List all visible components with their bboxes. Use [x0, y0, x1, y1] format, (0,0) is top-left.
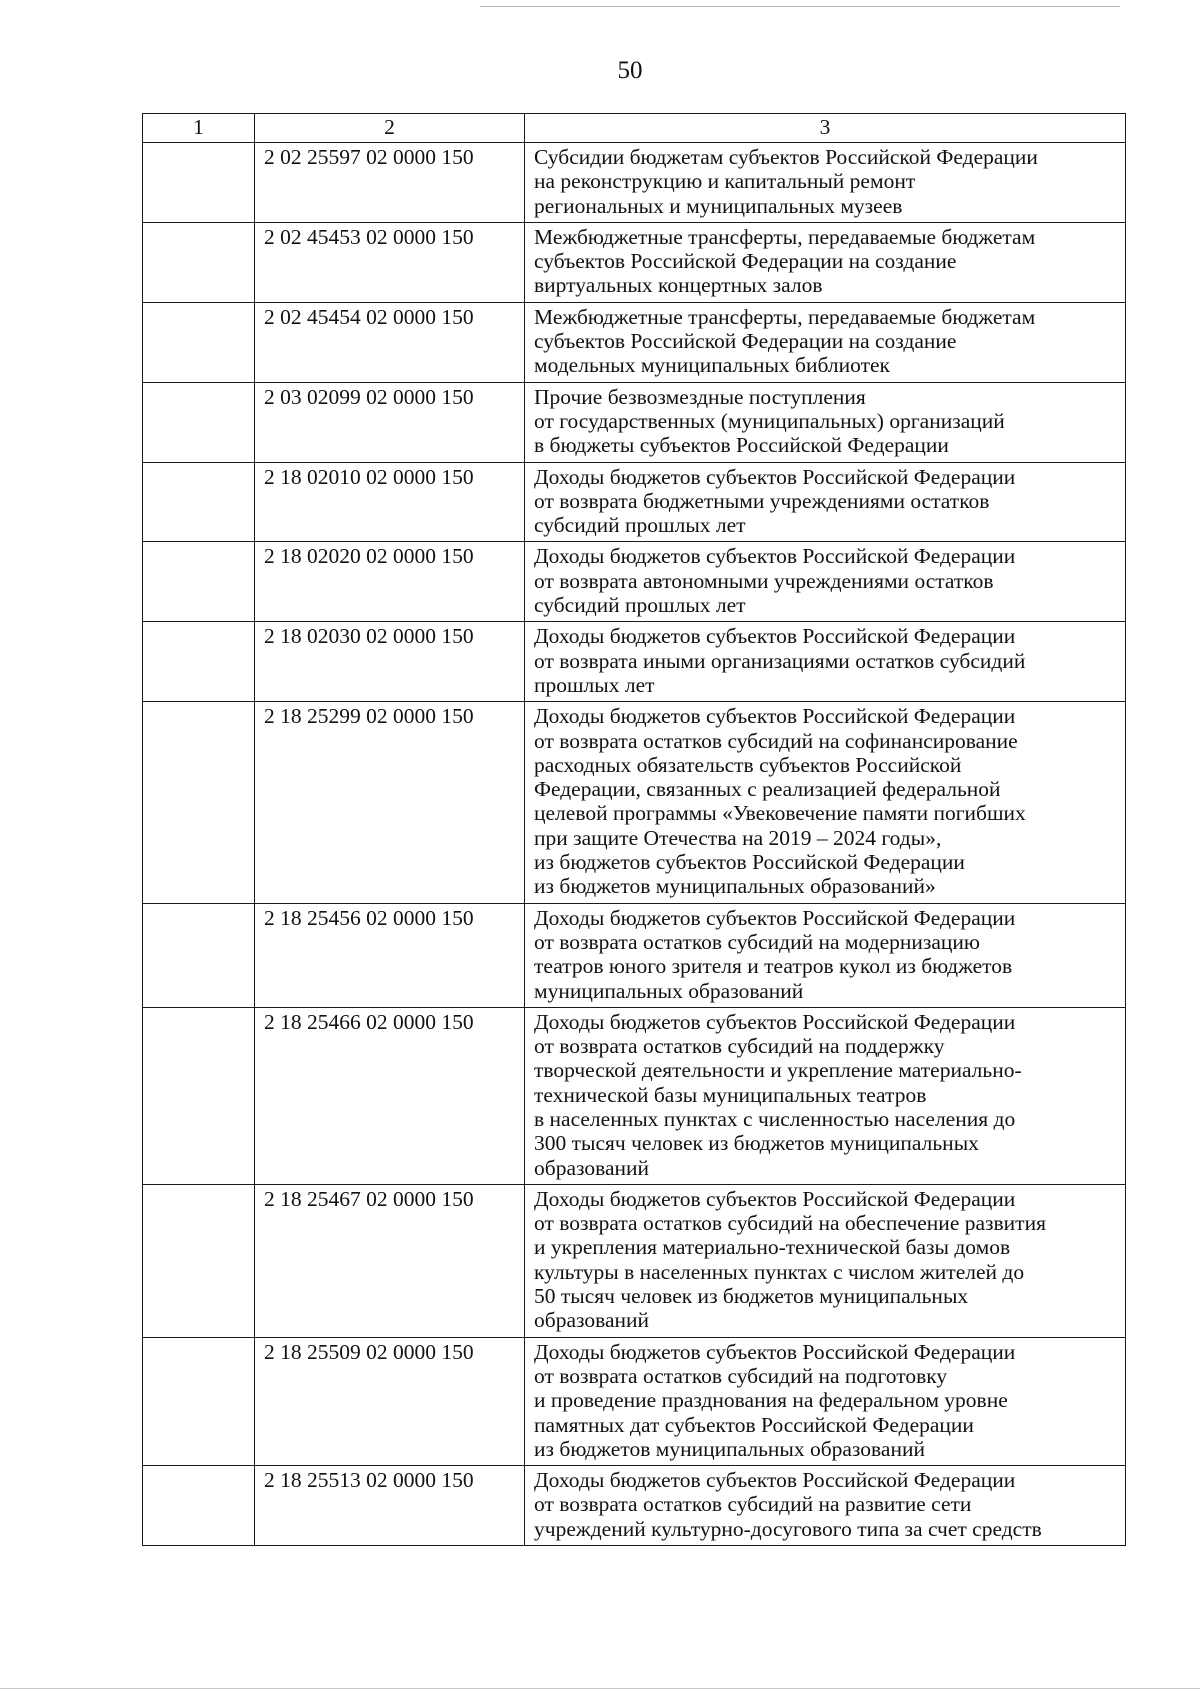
description-line: модельных муниципальных библиотек [534, 353, 890, 378]
table-row [143, 1466, 1126, 1546]
row-col1-cell [143, 622, 255, 702]
row-col1-cell [143, 1466, 255, 1546]
description-line: расходных обязательств субъектов Российской [534, 752, 962, 777]
income-description-cell [525, 903, 1126, 1007]
description-line: Доходы бюджетов субъектов Российской Федерации [534, 1186, 1016, 1211]
income-code-cell: 2 18 25466 02 0000 150 [255, 1007, 525, 1184]
description-line: Доходы бюджетов субъектов Российской Федерации [534, 544, 1016, 569]
description-line: региональных и муниципальных музеев [534, 193, 903, 218]
description-line: от возврата остатков субсидий на развитие сети [534, 1492, 972, 1517]
description-line: Межбюджетные трансферты, передаваемые бюджетам [534, 224, 1036, 249]
table-row [143, 542, 1126, 622]
description-line: Межбюджетные трансферты, передаваемые бюджетам [534, 304, 1036, 329]
description-line: в бюджеты субъектов Российской Федерации [534, 433, 949, 458]
row-col1-cell [143, 143, 255, 223]
table-row [143, 1007, 1126, 1184]
description-line: субъектов Российской Федерации на создание [534, 249, 957, 274]
income-description-cell [525, 302, 1126, 382]
row-col1-cell [143, 542, 255, 622]
description-line: муниципальных образований [534, 978, 804, 1003]
page-number: 50 [617, 57, 643, 84]
row-col1-cell [143, 382, 255, 462]
income-code-cell: 2 18 02020 02 0000 150 [255, 542, 525, 622]
row-col1-cell [143, 702, 255, 903]
table-row [143, 382, 1126, 462]
description-line: Доходы бюджетов субъектов Российской Федерации [534, 704, 1016, 729]
description-line: образований [534, 1155, 650, 1180]
description-line: из бюджетов муниципальных образований» [534, 874, 936, 899]
description-line: Прочие безвозмездные поступления [534, 384, 866, 409]
income-code-cell: 2 03 02099 02 0000 150 [255, 382, 525, 462]
income-code-cell: 2 18 25513 02 0000 150 [255, 1466, 525, 1546]
income-description-cell [525, 462, 1126, 542]
description-line: образований [534, 1308, 650, 1333]
description-line: субсидий прошлых лет [534, 513, 746, 538]
description-line: из бюджетов муниципальных образований [534, 1436, 925, 1461]
description-line: памятных дат субъектов Российской Федерации [534, 1412, 974, 1437]
row-col1-cell [143, 903, 255, 1007]
description-line: и проведение празднования на федеральном уровне [534, 1388, 1008, 1413]
description-line: от возврата остатков субсидий на подготовку [534, 1363, 948, 1388]
row-col1-cell [143, 302, 255, 382]
description-line: 300 тысяч человек из бюджетов муниципальных [534, 1131, 979, 1156]
income-description-cell [525, 542, 1126, 622]
column-header-1: 1 [143, 114, 255, 143]
description-line: театров юного зрителя и театров кукол из бюджетов [534, 954, 1013, 979]
table-row [143, 222, 1126, 302]
description-line: Доходы бюджетов субъектов Российской Федерации [534, 1009, 1016, 1034]
income-code-cell: 2 18 25456 02 0000 150 [255, 903, 525, 1007]
description-line: от государственных (муниципальных) организаций [534, 408, 1005, 433]
table-row [143, 622, 1126, 702]
description-line: при защите Отечества на 2019 – 2024 годы», [534, 825, 942, 850]
description-line: от возврата остатков субсидий на софинансирование [534, 728, 1018, 753]
description-line: творческой деятельности и укрепление материально- [534, 1058, 1022, 1083]
income-code-cell: 2 18 02030 02 0000 150 [255, 622, 525, 702]
description-line: от возврата автономными учреждениями остатков [534, 568, 994, 593]
description-line: от возврата остатков субсидий на модернизацию [534, 929, 980, 954]
column-header-3: 3 [525, 114, 1126, 143]
row-col1-cell [143, 1184, 255, 1337]
income-code-cell: 2 18 25467 02 0000 150 [255, 1184, 525, 1337]
income-code-cell: 2 02 25597 02 0000 150 [255, 143, 525, 223]
table-row [143, 143, 1126, 223]
income-description-cell [525, 222, 1126, 302]
description-line: от возврата остатков субсидий на обеспечение развития [534, 1211, 1046, 1236]
table-row [143, 702, 1126, 903]
table-body [143, 143, 1126, 1546]
description-line: субъектов Российской Федерации на создание [534, 329, 957, 354]
income-code-cell: 2 18 25299 02 0000 150 [255, 702, 525, 903]
table-row [143, 302, 1126, 382]
row-col1-cell [143, 1007, 255, 1184]
description-line: и укрепления материально-технической базы домов [534, 1235, 1011, 1260]
description-line: технической базы муниципальных театров [534, 1082, 927, 1107]
income-code-cell: 2 18 25509 02 0000 150 [255, 1337, 525, 1465]
table-row [143, 903, 1126, 1007]
income-description-cell [525, 1007, 1126, 1184]
description-line: Доходы бюджетов субъектов Российской Федерации [534, 1339, 1016, 1364]
income-description-cell [525, 702, 1126, 903]
description-line: 50 тысяч человек из бюджетов муниципальных [534, 1284, 969, 1309]
description-line: Доходы бюджетов субъектов Российской Федерации [534, 1468, 1016, 1493]
row-col1-cell [143, 462, 255, 542]
description-line: Доходы бюджетов субъектов Российской Федерации [534, 464, 1016, 489]
table-header-row [143, 114, 1126, 143]
table-row [143, 462, 1126, 542]
income-description-cell [525, 1184, 1126, 1337]
description-line: культуры в населенных пунктах с числом жителей до [534, 1259, 1025, 1284]
description-line: целевой программы «Увековечение памяти погибших [534, 801, 1026, 826]
table-row [143, 1184, 1126, 1337]
scan-edge-top [480, 6, 1120, 7]
description-line: Доходы бюджетов субъектов Российской Федерации [534, 624, 1016, 649]
income-description-cell [525, 622, 1126, 702]
description-line: от возврата остатков субсидий на поддержку [534, 1034, 945, 1059]
row-col1-cell [143, 222, 255, 302]
income-code-cell: 2 02 45454 02 0000 150 [255, 302, 525, 382]
description-line: от возврата бюджетными учреждениями остатков [534, 488, 990, 513]
description-line: виртуальных концертных залов [534, 273, 823, 298]
income-description-cell [525, 1466, 1126, 1546]
description-line: субсидий прошлых лет [534, 593, 746, 618]
description-line: Доходы бюджетов субъектов Российской Федерации [534, 905, 1016, 930]
description-line: из бюджетов субъектов Российской Федерации [534, 850, 965, 875]
description-line: в населенных пунктах с численностью населения до [534, 1106, 1016, 1131]
description-line: учреждений культурно-досугового типа за счет средств [534, 1516, 1042, 1541]
income-description-cell [525, 143, 1126, 223]
income-code-cell: 2 18 02010 02 0000 150 [255, 462, 525, 542]
column-header-2: 2 [255, 114, 525, 143]
income-description-cell [525, 1337, 1126, 1465]
income-codes-table [142, 113, 1126, 1546]
income-description-cell [525, 382, 1126, 462]
scan-edge-bottom [0, 1688, 1200, 1689]
description-line: прошлых лет [534, 672, 655, 697]
description-line: на реконструкцию и капитальный ремонт [534, 169, 916, 194]
description-line: от возврата иными организациями остатков субсидий [534, 648, 1026, 673]
row-col1-cell [143, 1337, 255, 1465]
description-line: Субсидии бюджетам субъектов Российской Федерации [534, 145, 1038, 169]
table-row [143, 1337, 1126, 1465]
income-code-cell: 2 02 45453 02 0000 150 [255, 222, 525, 302]
description-line: Федерации, связанных с реализацией федеральной [534, 777, 1001, 802]
